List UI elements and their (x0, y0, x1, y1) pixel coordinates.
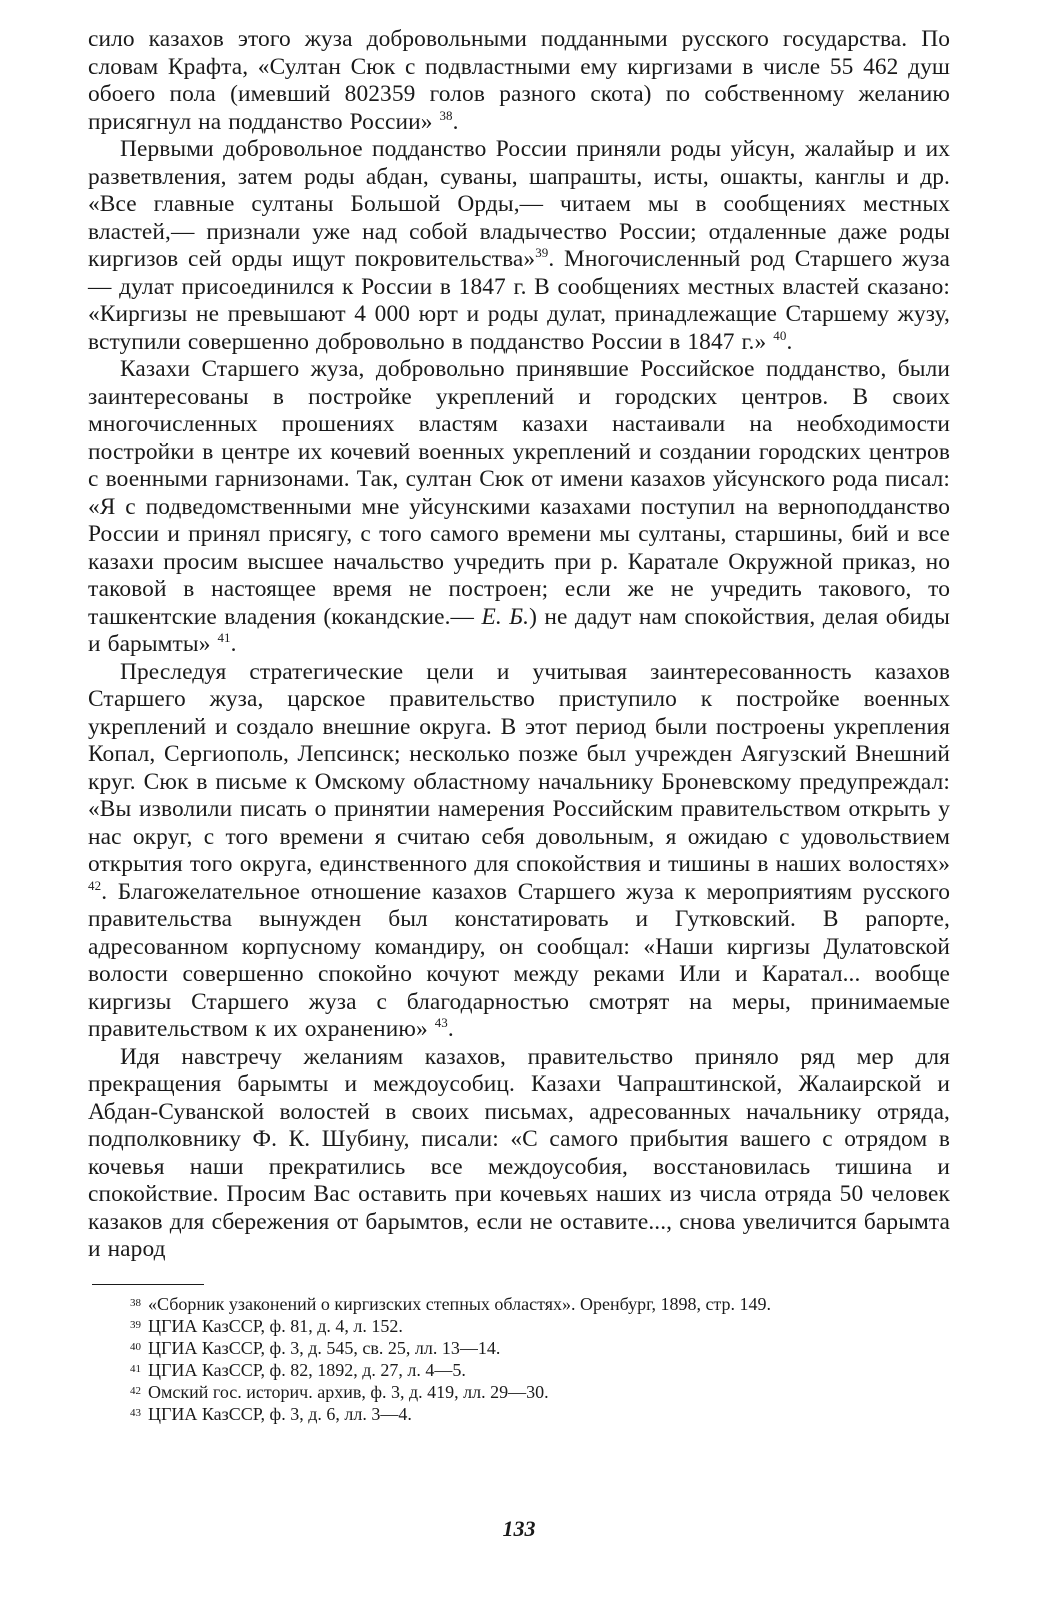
paragraph (88, 356, 950, 659)
footnote-item (130, 1293, 950, 1315)
footnote-text: ЦГИА КазССР, ф. 82, 1892, д. 27, л. 4—5. (148, 1359, 466, 1380)
author-initials: Е. Б. (481, 603, 530, 630)
footnote-text: Омский гос. историч. архив, ф. 3, д. 419, лл. 29—30. (148, 1381, 549, 1402)
footnote-item (130, 1315, 950, 1337)
paragraph (88, 659, 950, 1044)
footnote-number: 42 (130, 1384, 141, 1397)
text-run: . Благожелательное отношение казахов Старшего жуза к мероприятиям русского правительства вынужден был констатировать и Гутковский. В рапорте, адресованном корпусному командиру, он сообщал: «Наши киргизы Дулатовской волости совершенно спокойно кочуют между реками Или и Каратал... вообще киргизы Старшего жуза с благодарностью смотрят на меры, принимаемые правительством к их охранению» (88, 878, 950, 1042)
footnote-text: «Сборник узаконений о киргизских степных областях». Оренбург, 1898, стр. 149. (148, 1293, 772, 1314)
footnote-item (130, 1359, 950, 1381)
text-run: . (230, 631, 237, 657)
paragraph (88, 1044, 950, 1264)
footnote-item (130, 1403, 950, 1425)
footnote-number: 38 (130, 1296, 141, 1309)
main-text (88, 26, 950, 1264)
footnote-reference: 42 (88, 877, 102, 893)
footnote-text: ЦГИА КазССР, ф. 81, д. 4, л. 152. (148, 1315, 403, 1336)
footnote-reference: 43 (434, 1015, 448, 1031)
footnote-item (130, 1337, 950, 1359)
footnotes (130, 1293, 950, 1425)
footnote-text: ЦГИА КазССР, ф. 3, д. 545, св. 25, лл. 13—14. (148, 1337, 501, 1358)
footnote-number: 43 (130, 1406, 141, 1419)
page-number: 133 (502, 1516, 536, 1541)
footnote-reference: 38 (439, 107, 453, 123)
text-run: . (786, 328, 793, 355)
footnote-item (130, 1381, 950, 1403)
text-run: . (452, 108, 459, 135)
text-run: ) не дадут нам спокойствия, делая обиды и барымты» (88, 603, 950, 657)
footnote-reference: 39 (535, 245, 549, 261)
text-run: Преследуя стратегические цели и учитывая заинтересованность казахов Старшего жуза, царское правительство приступило к постройке военных укреплений и создало внешние округа. В этот период были построены укрепления Копал, Сергиополь, Лепсинск; несколько позже был учрежден Аягузский Внешний круг. Сюк в письме к Омскому областному начальнику Броневскому предупреждал: «Вы изволили писать о принятии намерения Российским правительством открыть у нас округ, с того времени я считаю себя довольным, я ожидаю с удовольствием открытия того округа, единственного для спокойствия и тишины в наших волостях» (88, 658, 950, 877)
footnote-number: 41 (130, 1362, 141, 1375)
footnote-reference: 40 (773, 327, 787, 343)
footnote-reference: 41 (217, 630, 231, 646)
text-run: Идя навстречу желаниям казахов, правительство приняло ряд мер для прекращения барымты и междоусобиц. Казахи Чапраштинской, Жалаирской и Абдан-Суванской волостей в своих письмах, адресованных начальнику отряда, подполковнику Ф. К. Шубину, писали: «С самого прибытия вашего с отрядом в кочевья наши прекратились все междоусобия, восстановилась тишина и спокойствие. Просим Вас оставить при кочевьях наших из числа отряда 50 человек казаков для сбережения от барымтов, если не оставите..., снова увеличится барымта и народ (88, 1043, 950, 1262)
text-run: . Многочисленный род Старшего жуза — дулат присоединился к России в 1847 г. В сообщениях местных властей сказано: «Киргизы не превышают 4 000 юрт и роды дулат, принадлежащие Старшему жузу, вступили совершенно добровольно в подданство России в 1847 г.» (88, 246, 950, 355)
footnote-number: 39 (130, 1318, 141, 1331)
text-run: Первыми добровольное подданство России приняли роды уйсун, жалайыр и их разветвления, затем роды абдан, суваны, шапрашты, исты, ошакты, канглы и др. «Все главные султаны Большой Орды,— читаем мы в сообщениях местных властей,— признали уже над собой владычество России; отдаленные даже роды киргизов сей орды ищут покровительства» (88, 136, 950, 272)
text-run: Казахи Старшего жуза, добровольно принявшие Российское подданство, были заинтересованы в постройке укреплений и городских центров. В своих многочисленных прошениях властям казахи настаивали на необходимости постройки в центре их кочевий военных укреплений и создании городских центров с военными гарнизонами. Так, султан Сюк от имени казахов уйсунского рода писал: «Я с подведомственными мне уйсунскими казахами поступил на верноподданство России и принял присягу, с того самого времени мы султаны, старшины, бий и все казахи просим высшее начальство учредить при р. Каратале Окружной приказ, но таковой в настоящее время не построен; если же не учредить такового, то ташкентские владения (кокандские.— (88, 356, 950, 630)
page-body (88, 26, 950, 1541)
paragraph (88, 26, 950, 136)
text-run: сило казахов этого жуза добровольными подданными русского государства. По словам Крафта, «Султан Сюк с подвластными ему киргизами в числе 55 462 душ обоего пола (имевший 802359 голов разного скота) по собственному желанию присягнул на подданство России» (88, 26, 950, 135)
paragraph (88, 136, 950, 356)
footnote-number: 40 (130, 1340, 141, 1353)
footnote-divider (92, 1284, 204, 1285)
text-run: . (447, 1016, 454, 1042)
footnote-text: ЦГИА КазССР, ф. 3, д. 6, лл. 3—4. (148, 1403, 412, 1424)
